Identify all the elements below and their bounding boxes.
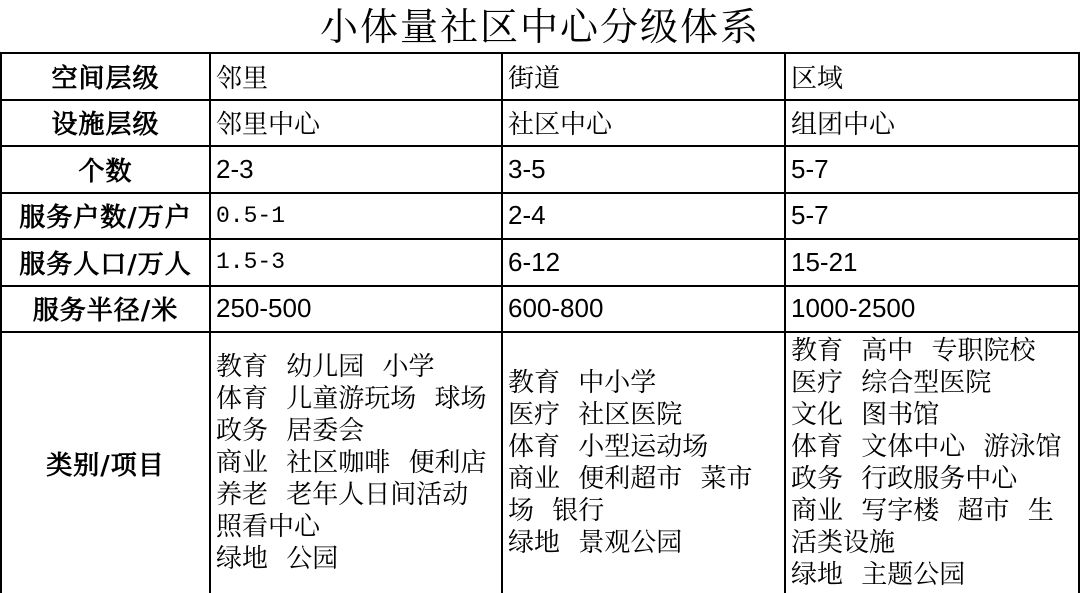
- cell-population-street: 6-12: [503, 240, 786, 287]
- cell-count-district: 5-7: [786, 147, 1080, 194]
- category-line: 绿地 公园: [216, 544, 339, 574]
- category-line: 文化 图书馆: [791, 400, 940, 430]
- cell-facility-level-district: 组团中心: [786, 101, 1080, 148]
- category-line: 教育 高中 专职院校: [791, 336, 1036, 366]
- category-line: 教育 幼儿园 小学: [216, 352, 435, 382]
- cell-count-neighborhood: 2-3: [211, 147, 503, 194]
- category-line: 医疗 综合型医院: [791, 368, 992, 398]
- cell-facility-level-neighborhood: 邻里中心: [211, 101, 503, 148]
- row-header-population: 服务人口/万人: [2, 240, 211, 287]
- category-line: 商业 写字楼 超市 生: [791, 496, 1054, 526]
- category-line: 体育 小型运动场: [508, 432, 709, 462]
- category-line: 体育 文体中心 游泳馆: [791, 432, 1062, 462]
- row-header-count: 个数: [2, 147, 211, 194]
- cell-categories-district: [786, 333, 1080, 593]
- category-line: 商业 社区咖啡 便利店: [216, 448, 487, 478]
- cell-radius-street: 600-800: [503, 287, 786, 334]
- category-line: 场 银行: [508, 496, 605, 526]
- category-line: 活类设施: [791, 528, 896, 558]
- cell-radius-neighborhood: 250-500: [211, 287, 503, 334]
- category-line: 政务 行政服务中心: [791, 464, 1018, 494]
- category-line: 照看中心: [216, 512, 321, 542]
- cell-categories-street: [503, 333, 786, 593]
- category-line: 医疗 社区医院: [508, 400, 683, 430]
- page-title: 小体量社区中心分级体系: [319, 5, 760, 49]
- row-header-radius: 服务半径/米: [2, 287, 211, 334]
- cell-space-level-district: 区域: [786, 54, 1080, 101]
- cell-households-district: 5-7: [786, 194, 1080, 241]
- category-line: 政务 居委会: [216, 416, 365, 446]
- cell-count-street: 3-5: [503, 147, 786, 194]
- cell-facility-level-street: 社区中心: [503, 101, 786, 148]
- cell-households-street: 2-4: [503, 194, 786, 241]
- cell-radius-district: 1000-2500: [786, 287, 1080, 334]
- cell-households-neighborhood: 0.5-1: [211, 194, 503, 241]
- row-header-households: 服务户数/万户: [2, 194, 211, 241]
- category-line: 养老 老年人日间活动: [216, 480, 469, 510]
- grading-table: [0, 52, 1080, 593]
- cell-space-level-neighborhood: 邻里: [211, 54, 503, 101]
- cell-space-level-street: 街道: [503, 54, 786, 101]
- row-header-categories: 类别/项目: [2, 333, 211, 593]
- category-line: 绿地 主题公园: [791, 560, 966, 590]
- cell-population-district: 15-21: [786, 240, 1080, 287]
- row-header-space-level: 空间层级: [2, 54, 211, 101]
- category-line: 教育 中小学: [508, 368, 657, 398]
- cell-population-neighborhood: 1.5-3: [211, 240, 503, 287]
- category-line: 商业 便利超市 菜市: [508, 464, 753, 494]
- category-line: 绿地 景观公园: [508, 528, 683, 558]
- category-line: 体育 儿童游玩场 球场: [216, 384, 487, 414]
- row-header-facility-level: 设施层级: [2, 101, 211, 148]
- cell-categories-neighborhood: [211, 333, 503, 593]
